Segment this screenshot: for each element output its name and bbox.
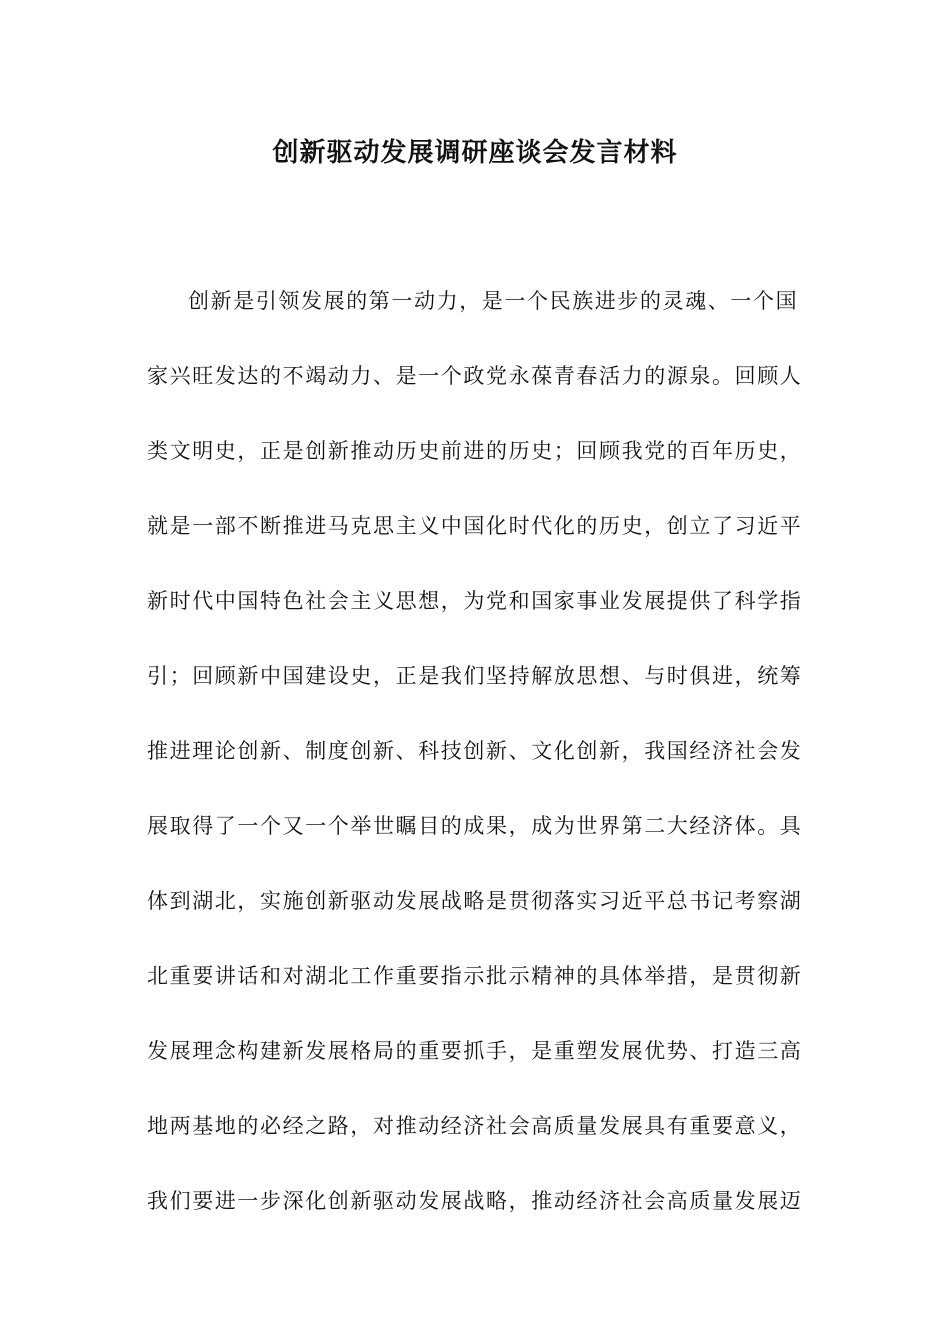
body-line-6: 引；回顾新中国建设史，正是我们坚持解放思想、与时俱进，统筹 (147, 664, 803, 688)
body-line-8: 展取得了一个又一个举世瞩目的成果，成为世界第二大经济体。具 (147, 814, 803, 838)
body-line-5: 新时代中国特色社会主义思想，为党和国家事业发展提供了科学指 (147, 589, 803, 613)
body-line-2: 家兴旺发达的不竭动力、是一个政党永葆青春活力的源泉。回顾人 (147, 364, 803, 388)
body-line-4: 就是一部不断推进马克思主义中国化时代化的历史，创立了习近平 (147, 514, 803, 538)
body-line-12: 地两基地的必经之路，对推动经济社会高质量发展具有重要意义， (147, 1114, 803, 1138)
body-line-9: 体到湖北，实施创新驱动发展战略是贯彻落实习近平总书记考察湖 (147, 889, 803, 913)
body-line-11: 发展理念构建新发展格局的重要抓手，是重塑发展优势、打造三高 (147, 1039, 803, 1063)
document-body (147, 281, 803, 1256)
document-title: 创新驱动发展调研座谈会发言材料 (272, 138, 678, 168)
body-line-7: 推进理论创新、制度创新、科技创新、文化创新，我国经济社会发 (147, 739, 803, 763)
body-line-3: 类文明史，正是创新推动历史前进的历史；回顾我党的百年历史， (147, 439, 803, 463)
body-line-13: 我们要进一步深化创新驱动发展战略，推动经济社会高质量发展迈 (147, 1189, 803, 1213)
body-line-10: 北重要讲话和对湖北工作重要指示批示精神的具体举措，是贯彻新 (147, 964, 803, 988)
body-line-1: 创新是引领发展的第一动力，是一个民族进步的灵魂、一个国 (188, 289, 799, 313)
